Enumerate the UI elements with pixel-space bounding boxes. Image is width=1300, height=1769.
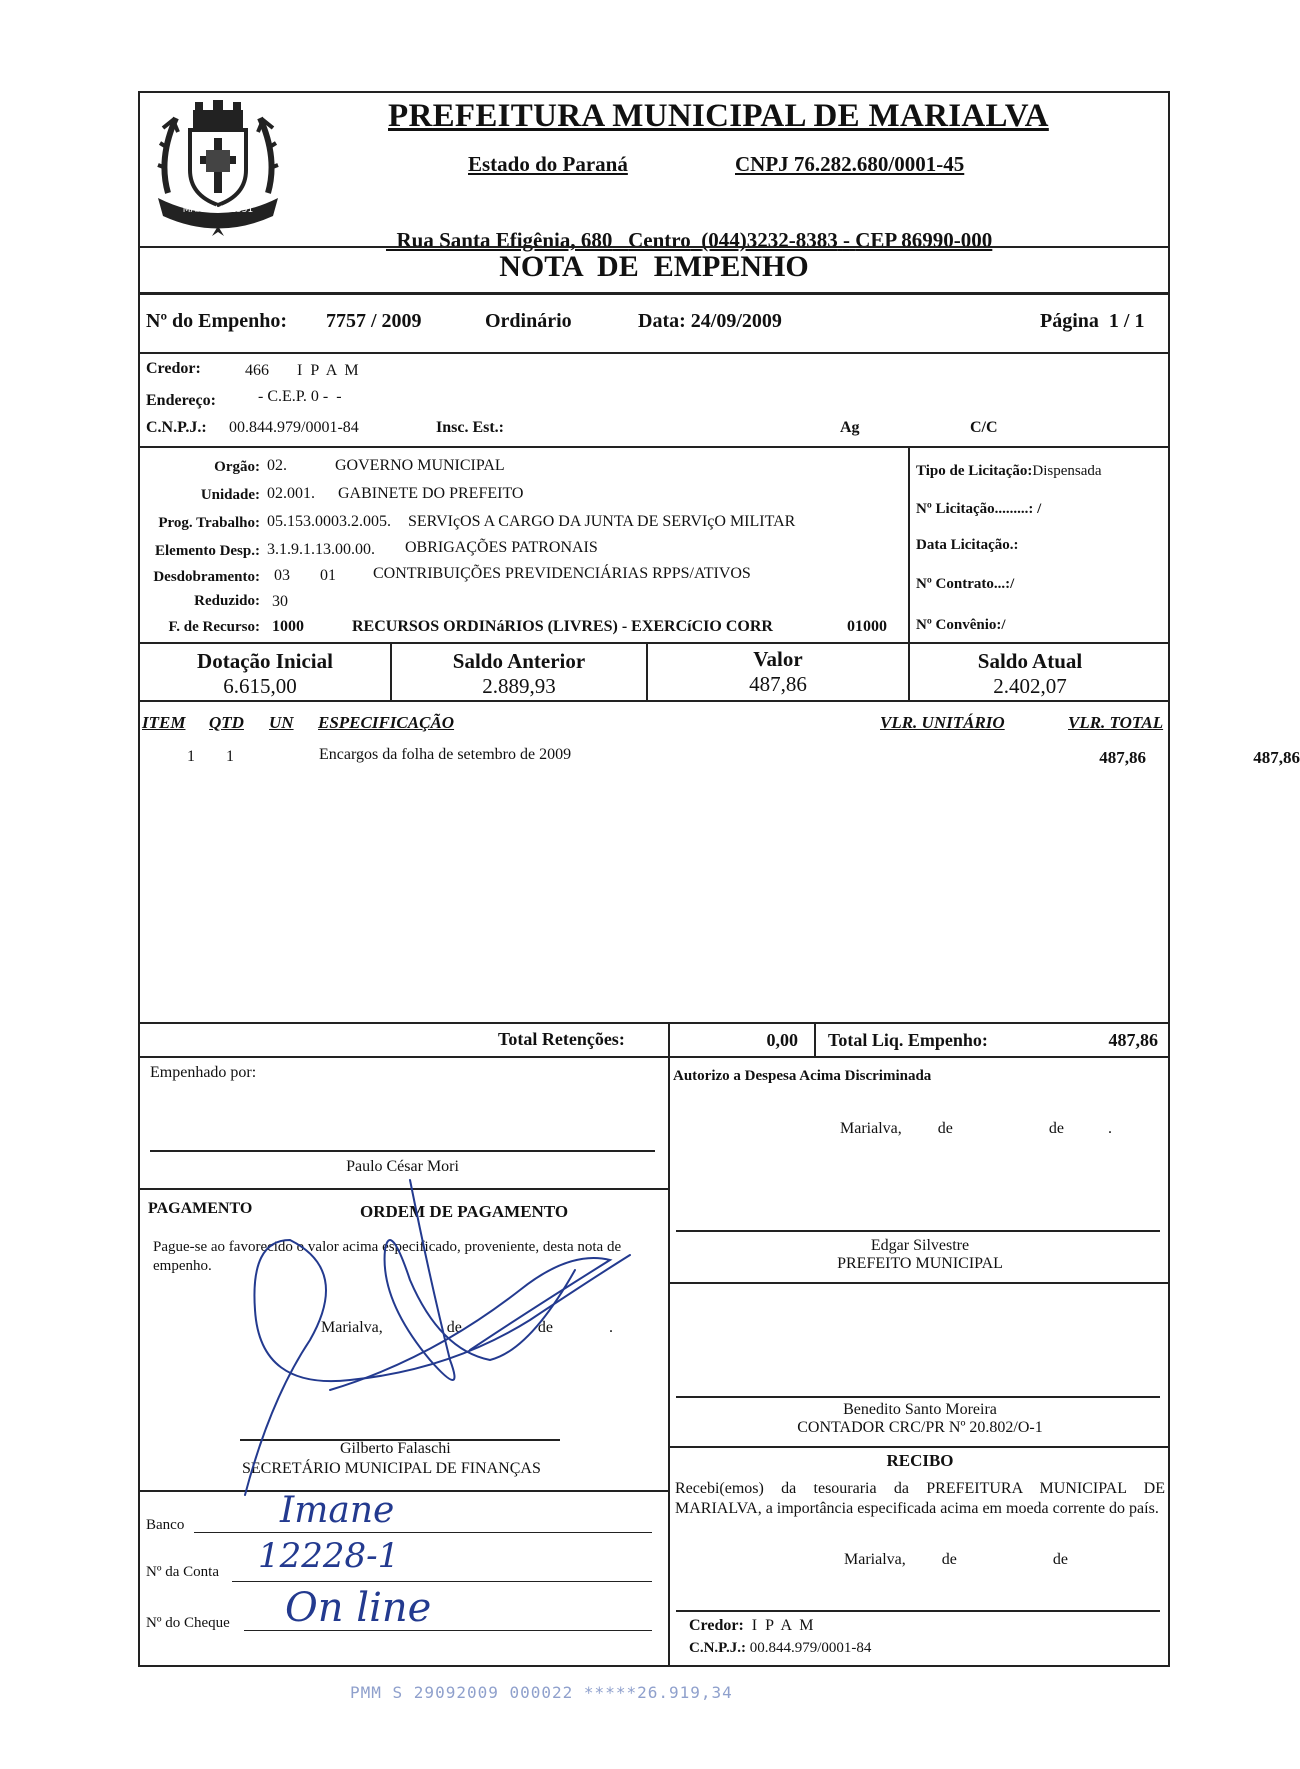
valor-label: Valor: [753, 647, 803, 671]
contador-name: Benedito Santo Moreira: [843, 1401, 997, 1418]
divider: [668, 1446, 1170, 1448]
liq-empenho-value: 487,86: [1108, 1030, 1158, 1050]
licitacao-data: Data Licitação.:: [916, 537, 1019, 553]
divider: [138, 1056, 1170, 1058]
address-phone: (044)3232-8383: [701, 228, 838, 252]
cnpj-label: C.N.P.J.:: [146, 419, 207, 436]
banco-handwritten: Imane: [280, 1490, 395, 1531]
convenio-numero: Nº Convênio:/: [916, 617, 1006, 633]
cnpj-value: 00.844.979/0001-84: [229, 419, 359, 436]
prefeito-title: PREFEITO MUNICIPAL: [837, 1255, 1003, 1272]
signature-scribble: [230, 1160, 650, 1500]
col-header-unit: VLR. UNITÁRIO: [880, 713, 1005, 732]
recibo-date: [836, 1533, 1068, 1569]
recibo-cnpj: [689, 1640, 871, 1657]
empenho-date: Data: 24/09/2009: [638, 310, 782, 332]
saldo-atual-value: 2.402,07: [993, 674, 1067, 698]
col-header-un: UN: [269, 713, 294, 732]
recurso-code: 1000: [272, 618, 304, 635]
autorizo-label: Autorizo a Despesa Acima Discriminada: [673, 1068, 932, 1084]
col-header-total: VLR. TOTAL: [1068, 713, 1164, 732]
recibo-cnpj-value: 00.844.979/0001-84: [749, 1640, 872, 1656]
retencoes-value: 0,00: [766, 1030, 798, 1050]
recibo-title: RECIBO: [886, 1451, 954, 1470]
orgao-code: 02.: [267, 457, 287, 474]
credor-label: Credor:: [146, 360, 201, 377]
recibo-text: Recebi(emos) da tesouraria da PREFEITURA MUNICIPAL DE MARIALVA, a importância especificada acima em moeda corrente do país.: [675, 1480, 1165, 1517]
retencoes-label: Total Retenções:: [498, 1029, 625, 1049]
ag-label: Ag: [840, 419, 860, 436]
pagamento-de1: de: [446, 1319, 462, 1336]
elemento-label: Elemento Desp.:: [155, 543, 260, 559]
autorizo-de1: de: [937, 1120, 953, 1137]
signature-line: [676, 1396, 1160, 1398]
page-number: 1 / 1: [1108, 310, 1145, 332]
unidade-label: Unidade:: [200, 487, 260, 503]
autorizo-city: Marialva,: [840, 1120, 902, 1137]
document-title: NOTA DE EMPENHO: [499, 250, 809, 283]
desdobramento-a: 03: [274, 567, 290, 584]
col-header-spec: ESPECIFICAÇÃO: [318, 713, 455, 732]
licitacao-numero: Nº Licitação.........: /: [916, 501, 1042, 517]
orgao-name: GOVERNO MUNICIPAL: [335, 457, 505, 474]
cheque-handwritten: On line: [285, 1585, 432, 1631]
address-street: Rua Santa Efigênia, 680: [396, 228, 613, 252]
recibo-credor: [689, 1617, 815, 1635]
address-cep: CEP 86990-000: [855, 228, 993, 252]
row-unit: 487,86: [1099, 748, 1146, 767]
elemento-code: 3.1.9.1.13.00.00.: [267, 541, 375, 558]
desdobramento-label: Desdobramento:: [153, 569, 260, 585]
autorizo-de2: de: [1048, 1120, 1064, 1137]
reduzido-value: 30: [272, 593, 288, 610]
page-label: Página: [1040, 310, 1099, 332]
conta-label: Nº da Conta: [146, 1564, 219, 1580]
endereco-label: Endereço:: [146, 392, 216, 409]
pagamento-city: Marialva,: [321, 1319, 383, 1336]
row-item: 1: [187, 748, 195, 765]
licitacao-tipo: [916, 463, 1102, 480]
recibo-credor-name: I P A M: [751, 1617, 816, 1634]
row-qtd: 1: [226, 748, 234, 765]
divider: [138, 352, 1170, 354]
orgao-label: Orgão:: [214, 459, 260, 475]
divider: [668, 1022, 670, 1056]
banco-label: Banco: [146, 1517, 185, 1533]
credor-code: 466: [245, 362, 269, 379]
recibo-de2: de: [1052, 1551, 1068, 1568]
header-title: PREFEITURA MUNICIPAL DE MARIALVA: [388, 98, 1049, 134]
secretario-title: SECRETÁRIO MUNICIPAL DE FINANÇAS: [242, 1460, 541, 1477]
licitacao-tipo-label: Tipo de Licitação:: [916, 463, 1033, 479]
pagamento-de2: de: [537, 1319, 553, 1336]
secretario-name: Gilberto Falaschi: [340, 1440, 451, 1457]
credor-name: I P A M: [297, 362, 361, 379]
table-row: [138, 745, 1300, 775]
empenho-number: 7757 / 2009: [326, 310, 422, 332]
cash-register-stamp: PMM S 29092009 000022 *****26.919,34: [350, 1683, 733, 1702]
divider: [138, 1022, 1170, 1024]
pague-text: Pague-se ao favorecido o valor acima especificado, proveniente, desta nota de empenho.: [153, 1239, 622, 1274]
row-total: 487,86: [1253, 748, 1300, 767]
recibo-de1: de: [941, 1551, 957, 1568]
prog-label: Prog. Trabalho:: [158, 515, 260, 531]
header-state: Estado do Paraná: [468, 152, 628, 176]
signature-line: [676, 1610, 1160, 1612]
liq-empenho-label: Total Liq. Empenho:: [828, 1030, 988, 1050]
divider: [668, 1056, 670, 1667]
recibo-city: Marialva,: [844, 1551, 906, 1568]
reduzido-label: Reduzido:: [194, 593, 260, 609]
empenhado-label: Empenhado por:: [150, 1064, 257, 1081]
saldo-anterior-value: 2.889,93: [482, 674, 556, 698]
contrato-numero: Nº Contrato...:/: [916, 576, 1015, 592]
signature-line: [150, 1150, 655, 1152]
conta-handwritten: 12228-1: [258, 1536, 400, 1576]
empenhado-name: Paulo César Mori: [346, 1158, 459, 1175]
address-sep: -: [842, 228, 850, 252]
divider: [668, 1282, 1170, 1284]
conta-line: [232, 1581, 652, 1582]
recibo-cnpj-label: C.N.P.J.:: [689, 1640, 746, 1656]
row-spec: Encargos da folha de setembro de 2009: [319, 746, 572, 763]
divider: [138, 700, 1170, 702]
col-header-item: ITEM: [142, 713, 186, 732]
prog-code: 05.153.0003.2.005.: [267, 513, 391, 530]
contador-title: CONTADOR CRC/PR Nº 20.802/O-1: [797, 1419, 1043, 1436]
cc-label: C/C: [970, 419, 998, 436]
banco-line: [194, 1532, 652, 1533]
dotacao-value: 6.615,00: [223, 674, 297, 698]
signature-line: [676, 1230, 1160, 1232]
divider: [138, 246, 1170, 248]
cheque-label: Nº do Cheque: [146, 1615, 230, 1631]
recurso-number: 01000: [847, 618, 887, 635]
divider: [138, 642, 1170, 644]
valor-value: 487,86: [749, 672, 807, 696]
svg-text:MARIALVA 1951: MARIALVA 1951: [182, 205, 254, 215]
recurso-label: F. de Recurso:: [168, 619, 260, 635]
col-header-qtd: QTD: [209, 713, 244, 732]
desdobramento-b: 01: [320, 567, 336, 584]
dotacao-label: Dotação Inicial: [197, 649, 333, 673]
unidade-name: GABINETE DO PREFEITO: [338, 485, 524, 502]
autorizo-date: [832, 1102, 1112, 1138]
insc-est-label: Insc. Est.:: [436, 419, 505, 436]
recurso-name: RECURSOS ORDINáRIOS (LIVRES) - EXERCíCIO CORR: [352, 618, 773, 635]
divider: [908, 446, 910, 642]
coat-of-arms-logo: [148, 98, 288, 243]
header-cnpj: CNPJ 76.282.680/0001-45: [735, 152, 965, 176]
address-district: Centro: [628, 228, 691, 252]
empenho-label: Nº do Empenho:: [146, 310, 288, 332]
pagamento-dot: .: [608, 1319, 613, 1336]
page-indicator: [1040, 310, 1144, 333]
saldo-anterior-label: Saldo Anterior: [452, 649, 586, 673]
ordem-label: ORDEM DE PAGAMENTO: [360, 1202, 569, 1221]
unidade-code: 02.001.: [267, 485, 315, 502]
desdobramento-name: CONTRIBUIÇÕES PREVIDENCIÁRIAS RPPS/ATIVOS: [373, 565, 751, 582]
recibo-credor-label: Credor:: [689, 1617, 744, 1634]
divider: [138, 292, 1170, 295]
divider: [814, 1022, 816, 1056]
divider: [138, 446, 1170, 448]
elemento-name: OBRIGAÇÕES PATRONAIS: [405, 539, 598, 556]
licitacao-tipo-value: Dispensada: [1032, 463, 1102, 479]
prefeito-name: Edgar Silvestre: [870, 1237, 970, 1254]
pagamento-label: PAGAMENTO: [148, 1200, 253, 1217]
empenho-type: Ordinário: [485, 310, 572, 332]
saldo-atual-label: Saldo Atual: [977, 649, 1083, 673]
prog-name: SERVIçOS A CARGO DA JUNTA DE SERVIçO MILITAR: [408, 513, 796, 530]
autorizo-dot: .: [1107, 1120, 1112, 1137]
endereco-value: - C.E.P. 0 - -: [258, 388, 342, 405]
